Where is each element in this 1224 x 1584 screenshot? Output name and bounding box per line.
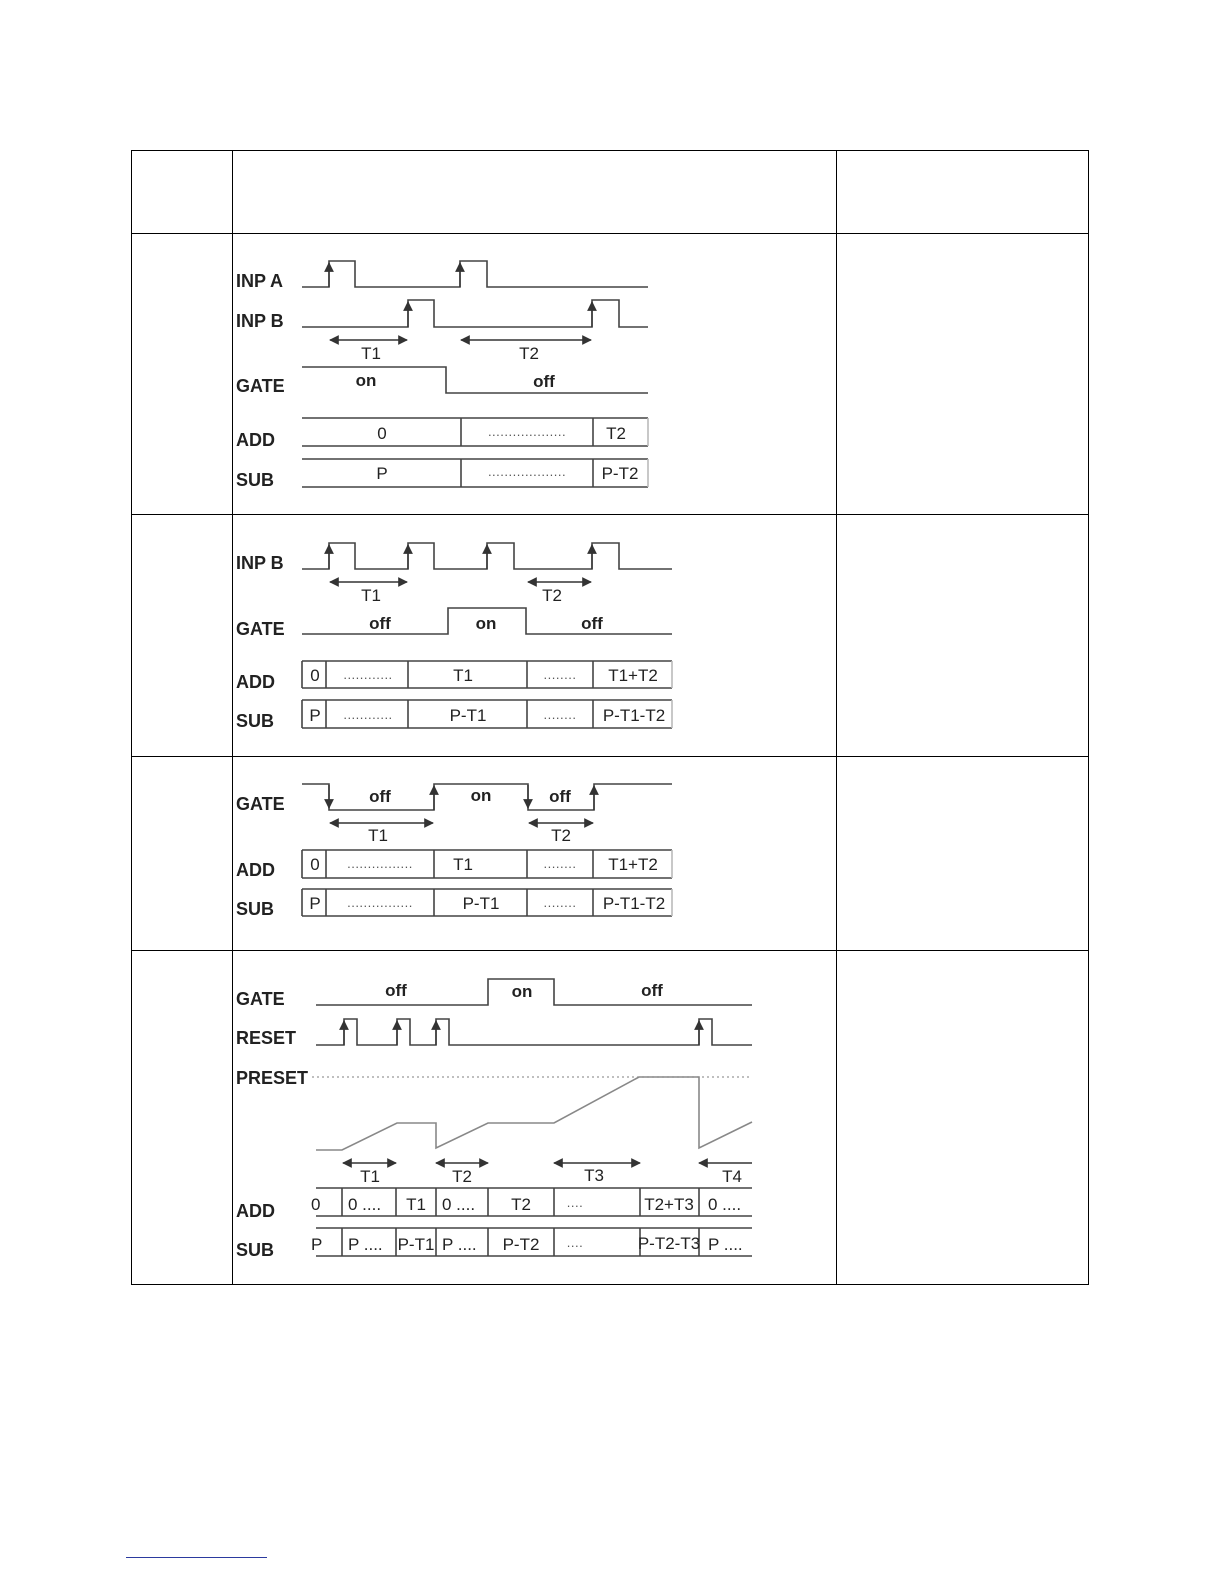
sub-cell: ................	[347, 895, 413, 910]
sub-cell: P	[311, 1235, 323, 1254]
signal-label: GATE	[236, 619, 285, 639]
column-divider	[836, 151, 837, 1284]
gate-signal	[302, 367, 648, 393]
sub-cell: P-T2-T3	[637, 1234, 701, 1253]
add-cell: T1+T2	[608, 666, 658, 685]
inp-b-signal	[302, 300, 648, 327]
row-divider	[132, 950, 1088, 951]
add-cell: 0 ....	[442, 1195, 476, 1214]
gate-state-label: off	[549, 787, 571, 806]
signal-label: SUB	[236, 899, 275, 919]
signal-label: INP B	[236, 553, 284, 573]
add-cell: T1	[406, 1195, 426, 1214]
sub-cell: ........	[543, 707, 577, 722]
gate-state-label: on	[355, 371, 377, 390]
sub-cell: P	[309, 894, 321, 913]
add-cell: ............	[343, 667, 393, 682]
sub-cell: ....	[566, 1235, 584, 1250]
add-cell: 0	[311, 1195, 321, 1214]
sub-cell: P-T1	[449, 706, 487, 725]
signal-label: RESET	[236, 1028, 297, 1048]
timing-diagram-1	[232, 250, 662, 500]
signal-label: INP A	[236, 271, 284, 291]
add-cell: 0	[377, 424, 387, 443]
interval-label: T2	[452, 1167, 472, 1186]
sub-cell: P ....	[442, 1235, 477, 1254]
signal-label: ADD	[236, 672, 275, 692]
add-cell: T1	[453, 666, 473, 685]
sub-cell: ........	[543, 895, 577, 910]
signal-label: PRESET	[236, 1068, 309, 1088]
timing-diagram-2	[232, 535, 682, 735]
footnote-rule	[126, 1557, 267, 1558]
row-divider	[132, 514, 1088, 515]
signal-label: SUB	[236, 470, 275, 490]
gate-state-label: on	[511, 982, 533, 1001]
add-cell: T1+T2	[608, 855, 658, 874]
add-cell: T2	[606, 424, 626, 443]
interval-label: T2	[519, 344, 539, 363]
sub-cell: P-T2	[502, 1235, 540, 1254]
reset-signal	[316, 1019, 752, 1045]
signal-label: INP B	[236, 311, 284, 331]
add-cell: T2	[511, 1195, 531, 1214]
sub-cell: P-T1-T2	[602, 706, 666, 725]
gate-state-label: off	[581, 614, 603, 633]
signal-label: ADD	[236, 1201, 275, 1221]
gate-signal	[316, 979, 752, 1005]
gate-state-label: off	[533, 372, 555, 391]
signal-label: GATE	[236, 989, 285, 1009]
sub-cell: P-T1	[462, 894, 500, 913]
gate-state-label: on	[475, 614, 497, 633]
gate-state-label: off	[369, 787, 391, 806]
interval-label: T4	[722, 1167, 742, 1186]
add-cell: ........	[543, 667, 577, 682]
add-cell: T1	[453, 855, 473, 874]
sub-cell: P ....	[348, 1235, 383, 1254]
counter-ramp	[316, 1077, 752, 1150]
timing-diagram-3	[232, 775, 682, 925]
add-cell: ....	[566, 1195, 584, 1210]
row-divider	[132, 756, 1088, 757]
interval-label: T3	[584, 1166, 604, 1185]
sub-cell: P-T1	[397, 1235, 435, 1254]
add-cell: 0 ....	[708, 1195, 742, 1214]
timing-diagram-4	[232, 970, 757, 1265]
sub-cell: P	[309, 706, 321, 725]
gate-state-label: on	[470, 786, 492, 805]
add-cell: ........	[543, 856, 577, 871]
interval-label: T1	[368, 826, 388, 845]
add-cell: 0 ....	[348, 1195, 382, 1214]
signal-label: SUB	[236, 1240, 275, 1260]
gate-state-label: off	[385, 981, 407, 1000]
interval-label: T1	[360, 1167, 380, 1186]
gate-state-label: off	[641, 981, 663, 1000]
row-divider	[132, 233, 1088, 234]
add-cell: ................	[347, 856, 413, 871]
signal-label: ADD	[236, 430, 275, 450]
interval-label: T2	[542, 586, 562, 605]
sub-cell: P-T2	[601, 464, 639, 483]
add-cell: T2+T3	[644, 1195, 694, 1214]
interval-label: T2	[551, 826, 571, 845]
sub-cell: ............	[343, 707, 393, 722]
signal-label: ADD	[236, 860, 275, 880]
add-cell: 0	[310, 855, 320, 874]
sub-cell: P ....	[708, 1235, 743, 1254]
sub-cell: P-T1-T2	[602, 894, 666, 913]
signal-label: GATE	[236, 794, 285, 814]
signal-label: GATE	[236, 376, 285, 396]
add-cell: ...................	[487, 424, 567, 439]
sub-cell: P	[376, 464, 388, 483]
interval-label: T1	[361, 586, 381, 605]
gate-state-label: off	[369, 614, 391, 633]
sub-cell: ...................	[487, 464, 567, 479]
interval-label: T1	[361, 344, 381, 363]
add-cell: 0	[310, 666, 320, 685]
inp-a-signal	[302, 261, 648, 287]
signal-label: SUB	[236, 711, 275, 731]
